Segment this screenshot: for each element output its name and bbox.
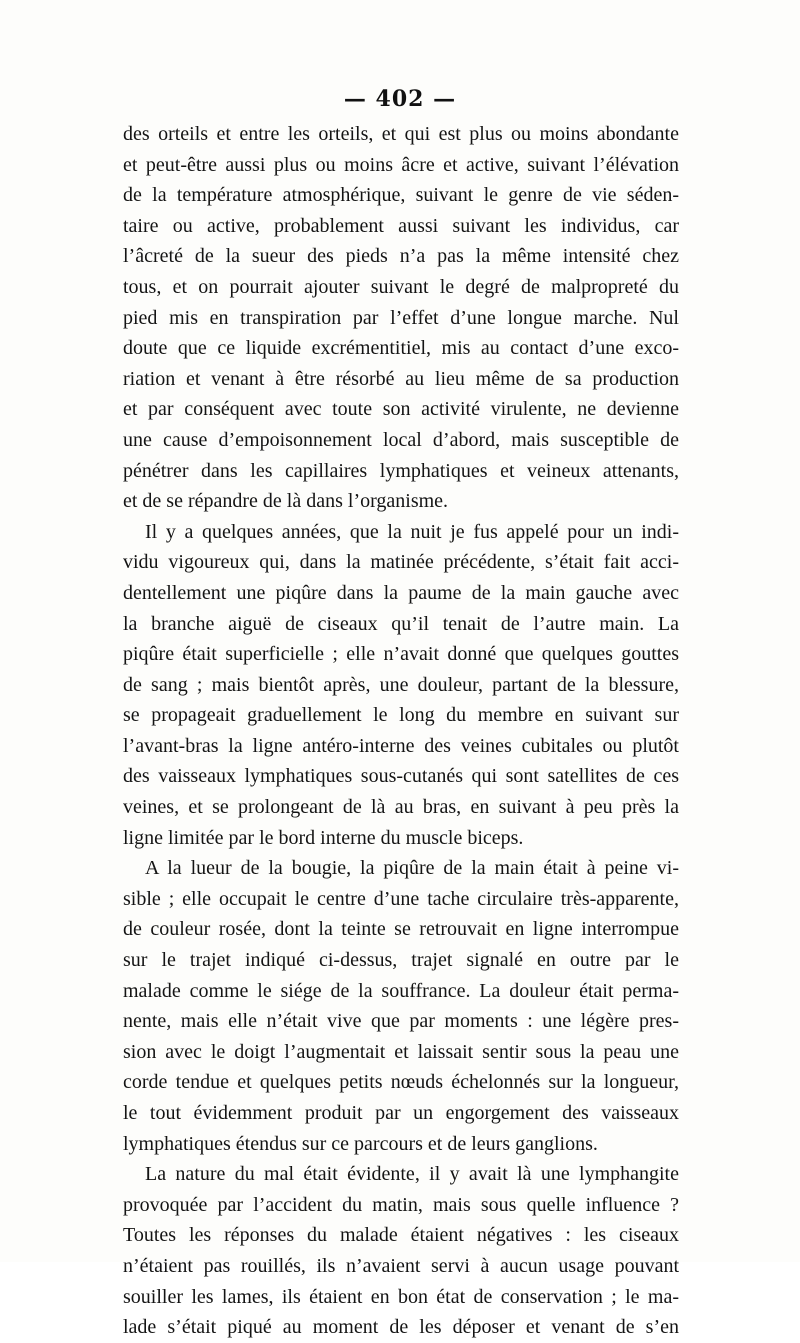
text-line: vidu vigoureux qui, dans la matinée précédente, s’était fait acci- bbox=[123, 551, 679, 574]
text-line: pied mis en transpiration par l’effet d’une longue marche. Nul bbox=[123, 306, 679, 329]
text-line: l’avant-bras la ligne antéro-interne des veines cubitales ou plutôt bbox=[123, 734, 679, 757]
text-line: lade s’était piqué au moment de les déposer et venant de s’en bbox=[123, 1316, 679, 1339]
text-line: malade comme le siége de la souffrance. La douleur était perma- bbox=[123, 979, 679, 1002]
text-line: n’étaient pas rouillés, ils n’avaient servi à aucun usage pouvant bbox=[123, 1254, 679, 1277]
text-line: doute que ce liquide excrémentitiel, mis au contact d’une exco- bbox=[123, 337, 679, 360]
text-line: piqûre était superficielle ; elle n’avait donné que quelques gouttes bbox=[123, 643, 679, 666]
text-line: provoquée par l’accident du matin, mais sous quelle influence ? bbox=[123, 1193, 679, 1216]
text-line: sion avec le doigt l’augmentait et laissait sentir sous la peau une bbox=[123, 1040, 679, 1063]
text-line: veines, et se prolongeant de là au bras, en suivant à peu près la bbox=[123, 796, 679, 819]
text-line: souiller les lames, ils étaient en bon état de conservation ; le ma- bbox=[123, 1285, 679, 1308]
text-line: nente, mais elle n’était vive que par moments : une légère pres- bbox=[123, 1010, 679, 1033]
text-line: et peut-être aussi plus ou moins âcre et active, suivant l’élévation bbox=[123, 153, 679, 176]
text-line: lymphatiques étendus sur ce parcours et de leurs ganglions. bbox=[123, 1132, 598, 1155]
paragraph bbox=[123, 517, 679, 854]
text-line: riation et venant à être résorbé au lieu même de sa production bbox=[123, 367, 679, 390]
text-line: ligne limitée par le bord interne du muscle biceps. bbox=[123, 826, 524, 849]
paragraph bbox=[123, 119, 679, 517]
text-line: se propageait graduellement le long du membre en suivant sur bbox=[123, 704, 679, 727]
text-line: taire ou active, probablement aussi suivant les individus, car bbox=[123, 214, 679, 237]
body-text bbox=[123, 119, 679, 1343]
text-line: La nature du mal était évidente, il y avait là une lymphangite bbox=[145, 1163, 679, 1186]
text-line: de couleur rosée, dont la teinte se retrouvait en ligne interrompue bbox=[123, 918, 679, 941]
text-line: corde tendue et quelques petits nœuds échelonnés sur la longueur, bbox=[123, 1071, 679, 1094]
text-line: et par conséquent avec toute son activité virulente, ne devienne bbox=[123, 398, 679, 421]
text-line: pénétrer dans les capillaires lymphatiques et veineux attenants, bbox=[123, 459, 679, 482]
text-line: la branche aiguë de ciseaux qu’il tenait de l’autre main. La bbox=[123, 612, 679, 635]
text-line: sur le trajet indiqué ci-dessus, trajet signalé en outre par le bbox=[123, 949, 679, 972]
text-line: une cause d’empoisonnement local d’abord, mais susceptible de bbox=[123, 428, 679, 451]
text-line: Il y a quelques années, que la nuit je fus appelé pour un indi- bbox=[145, 520, 679, 543]
text-line: des vaisseaux lymphatiques sous-cutanés qui sont satellites de ces bbox=[123, 765, 679, 788]
text-line: dentellement une piqûre dans la paume de la main gauche avec bbox=[123, 581, 679, 604]
text-line: de sang ; mais bientôt après, une douleur, partant de la blessure, bbox=[123, 673, 679, 696]
text-line: des orteils et entre les orteils, et qui est plus ou moins abondante bbox=[123, 123, 679, 145]
text-line: le tout évidemment produit par un engorgement des vaisseaux bbox=[123, 1102, 679, 1124]
text-line: sible ; elle occupait le centre d’une tache circulaire très-apparente, bbox=[123, 887, 679, 910]
text-line: de la température atmosphérique, suivant le genre de vie séden- bbox=[123, 184, 679, 207]
text-line: A la lueur de la bougie, la piqûre de la main était à peine vi- bbox=[145, 857, 679, 880]
paragraph bbox=[123, 1159, 679, 1343]
text-line: l’âcreté de la sueur des pieds n’a pas la même intensité chez bbox=[123, 245, 679, 268]
text-line: tous, et on pourrait ajouter suivant le degré de malpropreté du bbox=[123, 275, 679, 298]
page-number: — 402 — bbox=[343, 86, 457, 112]
paragraph bbox=[123, 853, 679, 1159]
text-line: et de se répandre de là dans l’organisme. bbox=[123, 490, 449, 513]
text-line: Toutes les réponses du malade étaient négatives : les ciseaux bbox=[123, 1224, 679, 1247]
